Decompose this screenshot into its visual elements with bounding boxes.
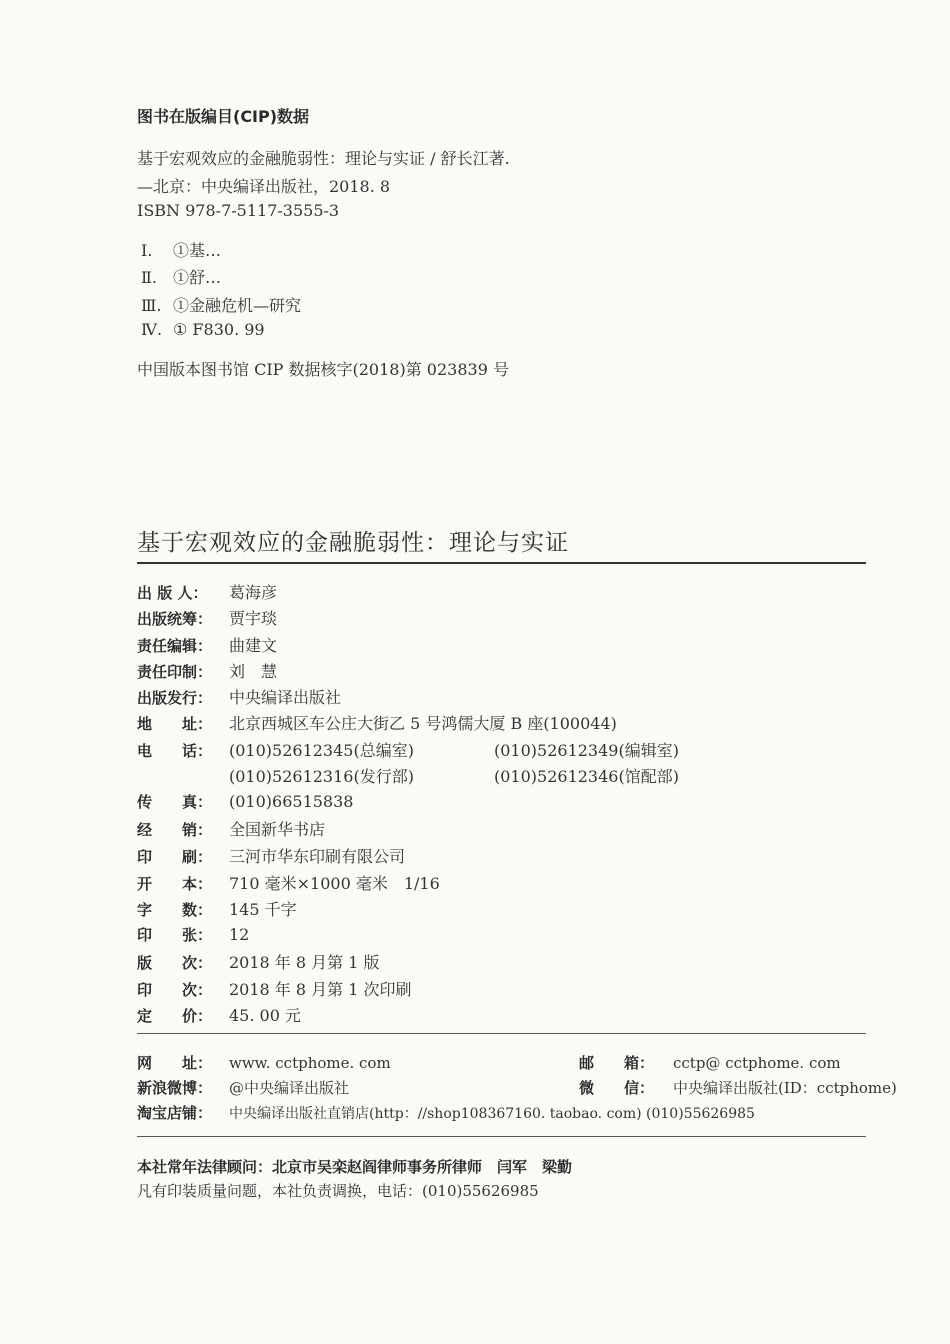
field-value: 曲建文 [229, 636, 278, 655]
field-value: (010)52612345(总编室) [229, 741, 414, 760]
class-text: ①舒… [173, 268, 222, 287]
imprint-row-printer [137, 844, 405, 867]
field-label: 电 话： [137, 742, 213, 760]
field-value: (010)66515838 [229, 792, 354, 811]
field-label: 印 次： [137, 981, 213, 999]
field-label: 淘宝店铺： [137, 1104, 213, 1122]
imprint-row-sheets [137, 924, 249, 945]
contact-rule-top [137, 1033, 866, 1034]
field-label: 定 价： [137, 1007, 213, 1025]
field-value: 710 毫米×1000 毫米 1/16 [229, 874, 440, 893]
imprint-row-print-supervisor [137, 659, 277, 682]
class-num: Ⅲ. [141, 296, 162, 315]
cip-class-item [141, 320, 265, 339]
imprint-row-editor [137, 633, 277, 656]
contact-row-web [137, 1052, 866, 1073]
field-label: 出 版 人： [137, 584, 208, 602]
field-value: 2018 年 8 月第 1 次印刷 [229, 980, 412, 999]
class-text: ① F830. 99 [173, 320, 265, 339]
field-label: 新浪微博： [137, 1079, 213, 1097]
field-label: 网 址： [137, 1054, 213, 1072]
field-value: (010)52612349(编辑室) [494, 741, 679, 760]
imprint-row-seller [137, 817, 325, 840]
cip-class-item [141, 293, 301, 316]
imprint-row-edition [137, 950, 380, 973]
field-value: (010)52612316(发行部) [229, 767, 414, 786]
field-label: 责任编辑： [137, 637, 213, 655]
field-label: 开 本： [137, 875, 213, 893]
title-rule [137, 562, 866, 564]
imprint-row-printing [137, 977, 412, 1000]
field-value: 刘 慧 [229, 662, 278, 681]
imprint-row-phone-2 [137, 764, 866, 787]
quality-notice: 凡有印装质量问题，本社负责调换，电话：(010)55626985 [137, 1182, 539, 1200]
wechat-value: 中央编译出版社(ID：cctphome) [673, 1079, 897, 1097]
field-value: (010)52612346(馆配部) [494, 767, 679, 786]
contact-row-social [137, 1077, 897, 1098]
wechat-group [579, 1077, 897, 1098]
website-link[interactable]: www. cctphome. com [229, 1054, 391, 1072]
cip-heading: 图书在版编目(CIP)数据 [137, 107, 310, 126]
field-value: 12 [229, 925, 250, 944]
email-group [579, 1052, 841, 1073]
field-value: 贾宇琰 [229, 609, 278, 628]
field-label: 地 址： [137, 715, 213, 733]
field-label: 版 次： [137, 954, 213, 972]
contact-rule-bottom [137, 1136, 866, 1137]
imprint-row-coordinator [137, 606, 277, 629]
field-label: 经 销： [137, 821, 213, 839]
field-label: 传 真： [137, 793, 213, 811]
imprint-row-publisher [137, 580, 277, 603]
class-text: ①金融危机—研究 [173, 296, 302, 315]
field-value: 全国新华书店 [229, 820, 326, 839]
class-text: ①基… [173, 241, 222, 260]
field-value: 中央编译出版社 [229, 688, 342, 707]
field-value: 北京西城区车公庄大街乙 5 号鸿儒大厦 B 座(100044) [229, 714, 617, 733]
field-label: 印 刷： [137, 848, 213, 866]
cip-verification: 中国版本图书馆 CIP 数据核字(2018)第 023839 号 [137, 360, 509, 379]
field-value: 145 千字 [229, 900, 297, 919]
field-value: 45. 00 元 [229, 1006, 301, 1025]
field-label: 责任印制： [137, 663, 213, 681]
cip-class-item [141, 265, 221, 288]
cip-class-item [141, 238, 221, 261]
field-label: 微 信： [579, 1079, 655, 1097]
contact-row-taobao [137, 1102, 755, 1123]
field-label: 邮 箱： [579, 1054, 655, 1072]
legal-counsel: 本社常年法律顾问：北京市吴栾赵阎律师事务所律师 闫军 梁勤 [137, 1158, 573, 1176]
weibo-value: @中央编译出版社 [229, 1079, 350, 1097]
field-label: 出版统筹： [137, 610, 213, 628]
class-num: Ⅱ. [141, 268, 157, 287]
imprint-row-price [137, 1003, 301, 1026]
field-label: 出版发行： [137, 689, 213, 707]
field-label: 印 张： [137, 926, 213, 944]
imprint-row-phone [137, 738, 866, 761]
class-num: Ⅳ. [141, 320, 163, 339]
imprint-row-fax [137, 791, 353, 812]
email-link[interactable]: cctp@ cctphome. com [673, 1054, 841, 1072]
cip-publisher-line: —北京：中央编译出版社，2018. 8 [137, 177, 391, 196]
field-value: 葛海彦 [229, 583, 278, 602]
field-label: 字 数： [137, 901, 213, 919]
cip-isbn: ISBN 978-7-5117-3555-3 [137, 201, 340, 220]
taobao-link[interactable]: 中央编译出版社直销店(http：//shop108367160. taobao. com) (010)55626985 [229, 1106, 755, 1122]
field-value: 三河市华东印刷有限公司 [229, 847, 406, 866]
cip-title-line: 基于宏观效应的金融脆弱性：理论与实证 / 舒长江著. [137, 149, 510, 168]
imprint-row-format [137, 871, 440, 894]
imprint-row-distributor [137, 685, 341, 708]
imprint-row-words [137, 897, 297, 920]
field-value: 2018 年 8 月第 1 版 [229, 953, 380, 972]
book-title: 基于宏观效应的金融脆弱性：理论与实证 [137, 530, 569, 556]
imprint-row-address [137, 711, 617, 734]
class-num: Ⅰ. [141, 241, 153, 260]
